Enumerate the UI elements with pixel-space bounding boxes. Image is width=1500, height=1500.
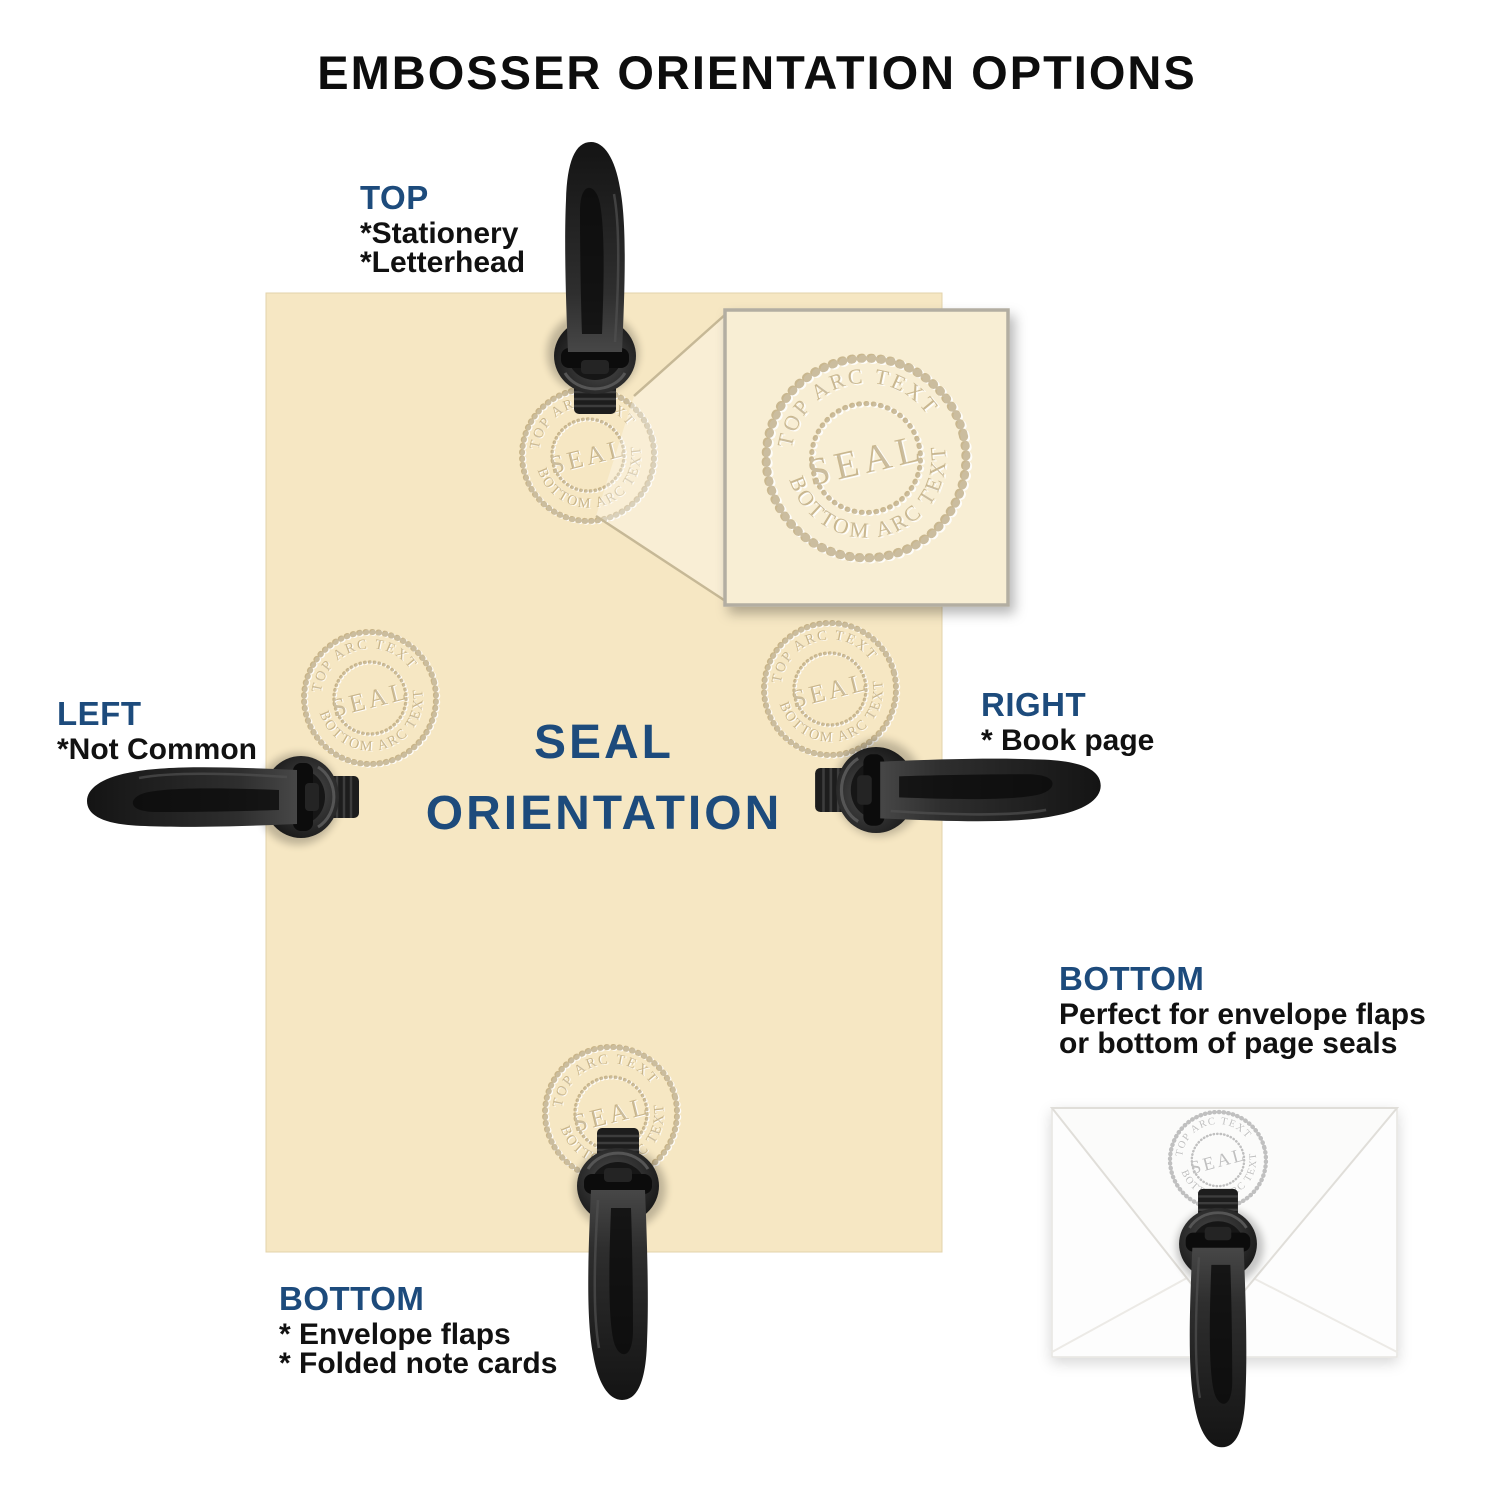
label-top: [360, 180, 525, 277]
label-right: [981, 687, 1154, 755]
embosser-top: [547, 142, 639, 414]
label-bottom: [279, 1281, 557, 1378]
label-top-note: *Letterhead: [360, 246, 526, 279]
label-top-note: *Stationery: [360, 217, 519, 250]
seal-orientation-caption-line1: SEAL: [533, 716, 674, 769]
seal-orientation-caption-line2: ORIENTATION: [425, 787, 783, 840]
label-bottom-right-heading: BOTTOM: [1059, 960, 1205, 997]
inset-zoom-panel: [725, 310, 1008, 605]
label-bottom-right-note: or bottom of page seals: [1059, 1027, 1398, 1060]
label-bottom-right-note: Perfect for envelope flaps: [1059, 998, 1426, 1031]
label-right-heading: RIGHT: [981, 686, 1087, 723]
label-top-heading: TOP: [360, 179, 429, 216]
label-bottom-note: * Folded note cards: [279, 1347, 558, 1380]
seal-orientation-caption: [426, 707, 783, 849]
label-left: [57, 696, 257, 764]
embosser-bottom: [574, 1128, 666, 1400]
label-right-note: * Book page: [981, 724, 1155, 757]
orientation-diagram: TOP ARC TEXT BOTTOM ARC TEXT SEAL: [0, 0, 1500, 1500]
label-bottom-note: * Envelope flaps: [279, 1318, 511, 1351]
label-left-heading: LEFT: [57, 695, 142, 732]
label-bottom-heading: BOTTOM: [279, 1280, 425, 1317]
page-title: EMBOSSER ORIENTATION OPTIONS: [317, 46, 1197, 99]
label-bottom-right: [1059, 961, 1426, 1058]
embosser-left: [87, 753, 359, 845]
envelope: [1052, 1101, 1397, 1447]
label-left-note: *Not Common: [57, 733, 257, 766]
